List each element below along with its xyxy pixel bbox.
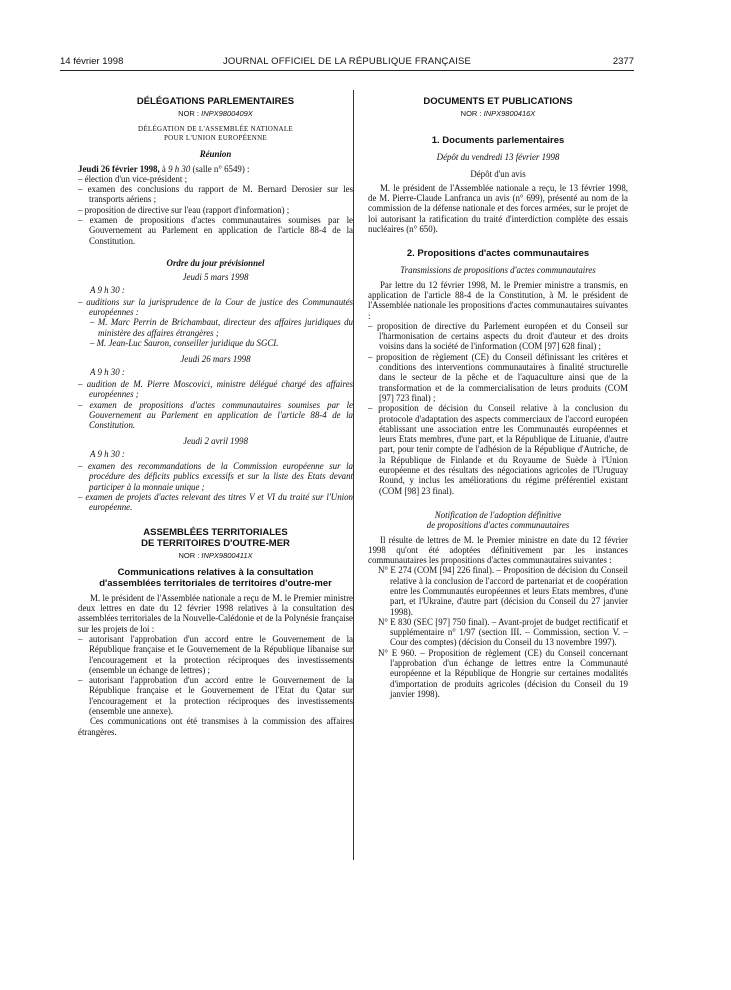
section-title-assemblees: ASSEMBLÉES TERRITORIALES DE TERRITOIRES D'OUTRE-MER — [141, 526, 290, 549]
proposal-item: – proposition de directive du Parlement européen et du Conseil sur l'harmonisation de certains aspects du droit d'auteur et des droits voisins dans la société de l'information (COM [97] 628 final) ; — [368, 320, 628, 352]
agenda-item: – audition de M. Pierre Moscovici, ministre délégué chargé des affaires européennes ; — [78, 378, 353, 400]
agenda-item: – examen de propositions d'actes communautaires soumises par le Gouvernement au Parlement en application de l'article 88-4 de la Constitution. — [78, 215, 353, 246]
section-title-documents: DOCUMENTS ET PUBLICATIONS — [423, 96, 573, 107]
paragraph: M. le président de l'Assemblée nationale a reçu de M. le Premier ministre deux lettres en date du 12 février 1998 relatives à la consultation des assemblées territoriales de la Nouvelle-Calédonie et de la Polynésie française sur les projets de loi : — [78, 592, 353, 634]
sub-list — [78, 317, 353, 348]
agenda-list — [78, 297, 353, 318]
header-date: 14 février 1998 — [60, 56, 124, 67]
agenda-item: – examen de projets d'actes relevant des titres V et VI du traité sur l'Union européenne. — [78, 491, 353, 513]
subsection-heading: 1. Documents parlementaires — [431, 135, 565, 147]
time-label: A 9 h 30 : — [90, 366, 125, 377]
sub-item: – M. Jean-Luc Sauron, conseiller juridique du SGCI. — [90, 338, 279, 349]
depot-date: Dépôt du vendredi 13 février 1998 — [436, 152, 560, 163]
reunion-heading: Réunion — [199, 149, 232, 160]
proposal-list — [368, 321, 628, 496]
agenda-list — [78, 634, 353, 716]
left-column — [78, 96, 353, 737]
adopted-item: N° E 830 (SEC [97] 750 final). – Avant-projet de budget rectificatif et supplémentaire n° 1/97 (section III. – Commission, section V. – Cour des comptes) (décision du Conseil du 13 novembre 1997). — [378, 616, 628, 648]
list-item: – autorisant l'approbation d'un accord entre le Gouvernement de la République française et le Gouvernement de la République libanaise sur l'encouragement et la protection réciproques des investissements (ensemble un échange de lettres) ; — [78, 633, 353, 675]
nor-line: NOR : INPX9800416X — [460, 109, 536, 118]
agenda-item: – examen de propositions d'actes communautaires soumises par le Gouvernement au Parlement en application de l'article 88-4 de la Constitution. — [78, 399, 353, 431]
transmissions-heading: Transmissions de propositions d'actes communautaires — [400, 265, 596, 276]
time-label: A 9 h 30 : — [90, 448, 125, 459]
adopted-list — [368, 565, 628, 699]
communications-heading: Communications relatives à la consultation d'assemblées territoriales de territoires d'outre-mer — [99, 566, 332, 589]
proposal-item: – proposition de décision du Conseil relative à la conclusion du protocole d'adaptation des aspects commerciaux de l'accord européen établissant une association entre les Communautés européennes et leurs Etats membres, d'une part, et la République de Lituanie, d'autre part, pour tenir compte de l'adhésion de la République d'Autriche, de la République de Finlande et du Royaume de Suède à l'Union européenne et des résultats des négociations agricoles de l'Uruguay Round, y inclus les améliorations du régime préférentiel existant (COM [98] 23 final). — [368, 403, 628, 496]
ordre-heading: Ordre du jour prévisionnel — [166, 257, 265, 268]
agenda-list — [78, 379, 353, 430]
paragraph: M. le président de l'Assemblée nationale a reçu, le 13 février 1998, de M. Pierre-Claude Lanfranca un avis (n° 699), présenté au nom de la commission de la défense nationale et des forces armées, sur le projet de loi autorisant la ratification du traité d'interdiction complète des essais nucléaires (n° 650). — [368, 182, 628, 235]
agenda-item: – examen des conclusions du rapport de M. Bernard Derosier sur les transports aériens ; — [78, 184, 353, 205]
agenda-item: – examen des recommandations de la Commission européenne sur la procédure des déficits publics excessifs et sur la liste des Etats devant participer à la monnaie unique ; — [78, 461, 353, 492]
depot-avis: Dépôt d'un avis — [470, 168, 526, 179]
paragraph: Il résulte de lettres de M. le Premier ministre en date du 12 février 1998 qu'ont été adoptées définitivement par les instances communautaires les propositions d'actes communautaires suivantes : — [368, 534, 628, 566]
adopted-item: N° E 960. – Proposition de règlement (CE) du Conseil concernant l'approbation d'un échange de lettres entre la Communauté européenne et la République de Hongrie sur certaines modalités d'importation de produits agricoles (décision du Conseil du 19 janvier 1998). — [378, 647, 628, 699]
journal-title: JOURNAL OFFICIEL DE LA RÉPUBLIQUE FRANÇAISE — [222, 56, 472, 67]
nor-line: NOR : INPX9800411X — [178, 550, 253, 560]
right-column — [368, 96, 628, 699]
subsection-heading: 2. Propositions d'actes communautaires — [406, 248, 590, 260]
agenda-item: – auditions sur la jurisprudence de la Cour de justice des Communautés européennes : — [78, 296, 353, 318]
date-heading: Jeudi 5 mars 1998 — [182, 272, 249, 283]
agenda-item: – élection d'un vice-président ; — [78, 173, 188, 184]
page-header — [60, 56, 634, 70]
adopted-item: N° E 274 (COM [94] 226 final). – Proposition de décision du Conseil relative à la conclusion de l'accord de partenariat et de coopération entre les Communautés européennes et leurs Etats membres, d'une part, et l'Ukraine, d'autre part (décision du Conseil du 27 janvier 1998). — [378, 565, 628, 617]
delegation-name: DÉLÉGATION DE L'ASSEMBLÉE NATIONALE POUR L'UNION EUROPÉENNE — [137, 125, 294, 143]
paragraph: Par lettre du 12 février 1998, M. le Premier ministre a transmis, en application de l'article 88-4 de la Constitution, à M. le président de l'Assemblée nationale les propositions d'actes communautaires suivantes : — [368, 279, 628, 321]
date-heading: Jeudi 2 avril 1998 — [183, 436, 248, 447]
proposal-item: – proposition de règlement (CE) du Conseil définissant les critères et conditions des interventions communautaires à finalité structurelle dans le secteur de la pêche et de l'aquaculture ainsi que de la transformation et de la commercialisation de leurs produits (COM [97] 723 final) ; — [368, 351, 628, 403]
column-divider — [353, 90, 354, 860]
agenda-list — [78, 174, 353, 246]
notification-heading: Notification de l'adoption définitive de propositions d'actes communautaires — [426, 509, 570, 531]
paragraph: Ces communications ont été transmises à la commission des affaires étrangères. — [78, 716, 353, 737]
list-item: – autorisant l'approbation d'un accord entre le Gouvernement de la République française et le Gouvernement de l'Etat du Qatar sur l'encouragement et la protection réciproques des investissements (ensemble une annexe). — [78, 675, 353, 717]
sub-item: – M. Marc Perrin de Brichambaut, directeur des affaires juridiques du ministère des affaires étrangères ; — [90, 317, 353, 338]
page-number: 2377 — [612, 56, 634, 67]
section-title-delegations: DÉLÉGATIONS PARLEMENTAIRES — [136, 96, 295, 107]
time-label: A 9 h 30 : — [90, 284, 125, 295]
header-rule — [60, 70, 634, 71]
meeting-date: Jeudi 26 février 1998, à 9 h 30 (salle n° 6549) : — [78, 163, 250, 174]
nor-line: NOR : INPX9800409X — [178, 109, 253, 118]
agenda-list — [78, 461, 353, 512]
date-heading: Jeudi 26 mars 1998 — [180, 354, 251, 365]
agenda-item: – proposition de directive sur l'eau (rapport d'information) ; — [78, 204, 290, 215]
